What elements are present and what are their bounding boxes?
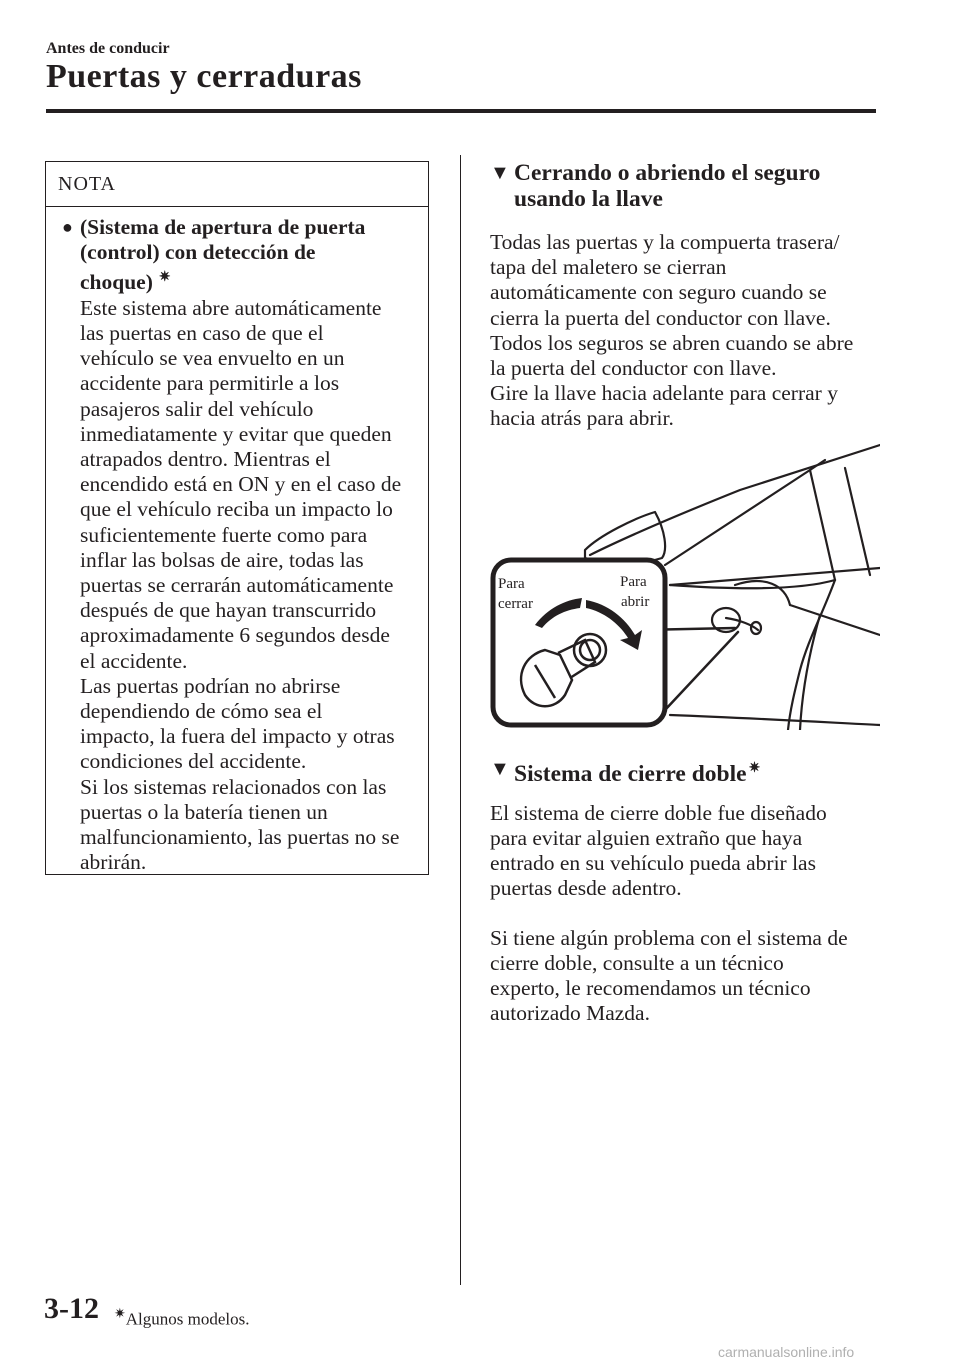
paragraph-line: cierre doble, consulte a un técnico — [490, 950, 784, 975]
note-line: impacto, la fuera del impacto y otras — [80, 724, 395, 749]
unlock-label: abrir — [621, 594, 650, 610]
double-lock-paragraph-2 — [490, 926, 880, 1027]
paragraph-line: para evitar alguien extraño que haya — [490, 826, 803, 851]
paragraph-line: experto, le recomendamos un técnico — [490, 976, 811, 1001]
door-key-drawing — [490, 440, 880, 730]
unlock-label: Para — [620, 574, 647, 590]
note-line: dependiendo de cómo sea el — [80, 699, 323, 724]
note-line: las puertas en caso de que el — [80, 320, 324, 345]
note-line: accidente para permitirle a los — [80, 371, 340, 396]
window-frame — [665, 460, 825, 565]
lock-label: cerrar — [498, 596, 533, 612]
paragraph-line: hacia atrás para abrir. — [490, 406, 674, 431]
note-line: que el vehículo reciba un impacto lo — [80, 497, 393, 522]
watermark: carmanualsonline.info — [718, 1344, 855, 1360]
note-item — [62, 215, 420, 875]
note-line: pasajeros salir del vehículo — [80, 396, 314, 421]
right-column — [490, 160, 880, 432]
note-line: suficientemente fuerte como para — [80, 522, 368, 547]
note-line: vehículo se vea envuelto en un — [80, 346, 345, 371]
paragraph-line: Todas las puertas y la compuerta trasera/ — [490, 230, 840, 254]
paragraph-line: automáticamente con seguro cuando se — [490, 280, 827, 305]
paragraph-line: cierra la puerta del conductor con llave. — [490, 305, 831, 330]
footer-note-text: Algunos modelos. — [125, 1309, 250, 1329]
window-top-line — [590, 445, 880, 555]
paragraph-line: entrado en su vehículo pueda abrir las — [490, 851, 816, 876]
note-item-title-line: (control) con detección de — [80, 240, 316, 265]
paragraph-line: tapa del maletero se cierran — [490, 255, 727, 280]
note-line: inmediatamente y evitar que queden — [80, 421, 392, 446]
note-line: condiciones del accidente. — [80, 749, 307, 774]
note-body — [46, 207, 428, 875]
note-line: Las puertas podrían no abrirse — [80, 673, 341, 698]
note-line: Este sistema abre automáticamente — [80, 295, 382, 320]
heading-line: usando la llave — [514, 186, 663, 212]
note-line: Si los sistemas relacionados con las — [80, 774, 387, 799]
triangle-down-icon: ▼ — [490, 162, 510, 184]
note-item-text — [80, 215, 401, 875]
note-line: abrirán. — [80, 850, 147, 875]
note-line: malfuncionamiento, las puertas no se — [80, 825, 400, 850]
note-line: puertas se cerrarán automáticamente — [80, 573, 394, 597]
paragraph-line: Todos los seguros se abren cuando se abre — [490, 330, 854, 355]
star-icon: ✷ — [114, 1307, 126, 1322]
column-divider — [460, 155, 461, 1285]
paragraph-line: la puerta del conductor con llave. — [490, 356, 777, 381]
paragraph-line: autorizado Mazda. — [490, 1001, 650, 1026]
note-line: puertas o la batería tienen un — [80, 799, 328, 824]
lock-label: Para — [498, 576, 525, 592]
double-lock-section — [490, 756, 880, 1026]
note-line: atrapados dentro. Mientras el — [80, 446, 331, 471]
heading-line: Cerrando o abriendo el seguro — [514, 160, 821, 186]
note-line: inflar las bolsas de aire, todas las — [80, 547, 364, 572]
title-rule — [46, 109, 876, 113]
note-item-title-line: (Sistema de apertura de puerta — [80, 215, 366, 239]
paragraph-line: Si tiene algún problema con el sistema de — [490, 925, 848, 950]
key-lock-paragraph — [490, 230, 880, 432]
note-line: después de que hayan transcurrido — [80, 598, 377, 623]
paragraph-line: puertas desde adentro. — [490, 876, 682, 901]
note-item-title-line: choque) ✷ — [80, 270, 171, 295]
note-box — [45, 161, 429, 875]
paragraph-line: El sistema de cierre doble fue diseñado — [490, 800, 827, 825]
page-number: 3-12 — [44, 1292, 99, 1325]
star-icon: ✷ — [748, 761, 761, 776]
bullet-icon: ● — [62, 217, 73, 237]
section-heading-double-lock — [490, 756, 880, 787]
door-key-illustration — [490, 440, 880, 730]
page-title: Puertas y cerraduras — [46, 58, 362, 95]
triangle-down-icon: ▼ — [490, 758, 510, 780]
double-lock-paragraph-1 — [490, 801, 880, 902]
note-heading: NOTA — [46, 162, 428, 207]
note-line: el accidente. — [80, 648, 188, 673]
star-icon: ✷ — [158, 270, 171, 286]
note-line: aproximadamente 6 segundos desde — [80, 623, 390, 648]
door-edge — [788, 580, 835, 730]
footer-note — [114, 1306, 249, 1330]
paragraph-line: Gire la llave hacia adelante para cerrar y — [490, 381, 838, 406]
note-line: encendido está en ON y en el caso de — [80, 472, 402, 497]
section-heading-key-lock — [490, 160, 880, 212]
section-label: Antes de conducir — [46, 40, 170, 57]
heading-line: Sistema de cierre doble — [514, 760, 747, 787]
